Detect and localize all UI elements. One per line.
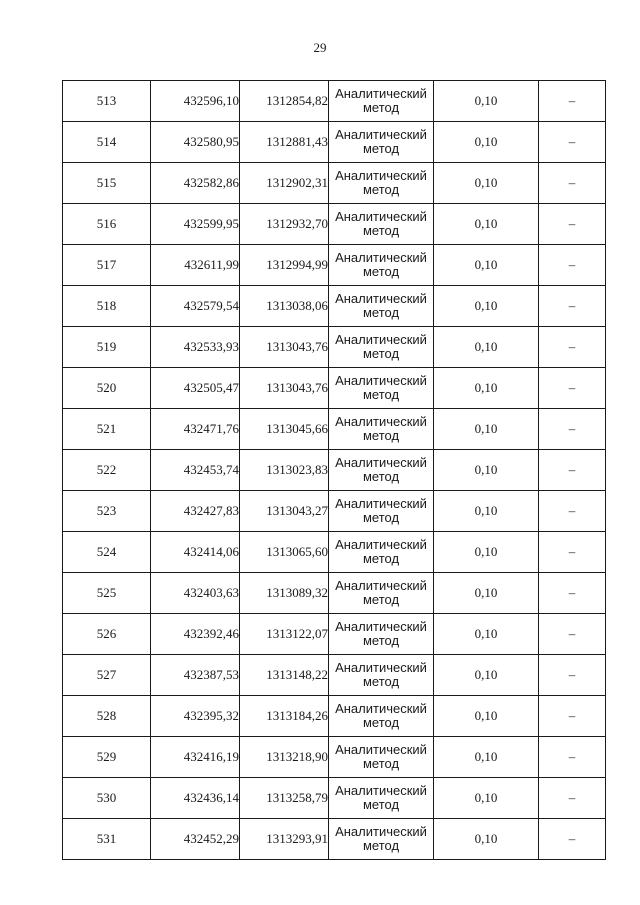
table-body bbox=[63, 81, 606, 860]
y-coordinate-cell: 1313184,26 bbox=[240, 696, 329, 737]
method-line-1: Аналитический bbox=[335, 250, 427, 265]
point-number-cell: 518 bbox=[63, 286, 151, 327]
table-row bbox=[63, 409, 606, 450]
method-line-1: Аналитический bbox=[335, 414, 427, 429]
method-cell bbox=[329, 450, 434, 491]
method-cell bbox=[329, 163, 434, 204]
y-coordinate-cell: 1313089,32 bbox=[240, 573, 329, 614]
y-coordinate-cell: 1313293,91 bbox=[240, 819, 329, 860]
x-coordinate-cell: 432452,29 bbox=[151, 819, 240, 860]
note-cell: – bbox=[539, 614, 606, 655]
point-number-cell: 528 bbox=[63, 696, 151, 737]
x-coordinate-cell: 432395,32 bbox=[151, 696, 240, 737]
accuracy-cell: 0,10 bbox=[434, 286, 539, 327]
method-cell bbox=[329, 655, 434, 696]
note-cell: – bbox=[539, 655, 606, 696]
method-line-1: Аналитический bbox=[335, 127, 427, 142]
y-coordinate-cell: 1312854,82 bbox=[240, 81, 329, 122]
method-line-2: метод bbox=[362, 633, 400, 648]
method-line-1: Аналитический bbox=[335, 537, 427, 552]
method-line-2: метод bbox=[362, 182, 400, 197]
method-cell bbox=[329, 696, 434, 737]
method-cell bbox=[329, 245, 434, 286]
table-row bbox=[63, 450, 606, 491]
table-row bbox=[63, 245, 606, 286]
table-row bbox=[63, 327, 606, 368]
method-line-2: метод bbox=[362, 346, 400, 361]
method-line-2: метод bbox=[362, 715, 400, 730]
method-cell bbox=[329, 81, 434, 122]
point-number-cell: 525 bbox=[63, 573, 151, 614]
point-number-cell: 517 bbox=[63, 245, 151, 286]
method-line-1: Аналитический bbox=[335, 660, 427, 675]
y-coordinate-cell: 1313043,27 bbox=[240, 491, 329, 532]
table-row bbox=[63, 81, 606, 122]
point-number-cell: 521 bbox=[63, 409, 151, 450]
note-cell: – bbox=[539, 81, 606, 122]
method-line-2: метод bbox=[362, 428, 400, 443]
note-cell: – bbox=[539, 204, 606, 245]
method-line-1: Аналитический bbox=[335, 373, 427, 388]
x-coordinate-cell: 432579,54 bbox=[151, 286, 240, 327]
x-coordinate-cell: 432453,74 bbox=[151, 450, 240, 491]
x-coordinate-cell: 432403,63 bbox=[151, 573, 240, 614]
accuracy-cell: 0,10 bbox=[434, 245, 539, 286]
method-line-2: метод bbox=[362, 674, 400, 689]
note-cell: – bbox=[539, 286, 606, 327]
method-line-2: метод bbox=[362, 141, 400, 156]
y-coordinate-cell: 1312902,31 bbox=[240, 163, 329, 204]
method-cell bbox=[329, 368, 434, 409]
note-cell: – bbox=[539, 532, 606, 573]
x-coordinate-cell: 432596,10 bbox=[151, 81, 240, 122]
note-cell: – bbox=[539, 450, 606, 491]
method-line-1: Аналитический bbox=[335, 742, 427, 757]
method-cell bbox=[329, 532, 434, 573]
x-coordinate-cell: 432387,53 bbox=[151, 655, 240, 696]
accuracy-cell: 0,10 bbox=[434, 532, 539, 573]
note-cell: – bbox=[539, 573, 606, 614]
method-cell bbox=[329, 286, 434, 327]
accuracy-cell: 0,10 bbox=[434, 819, 539, 860]
method-line-1: Аналитический bbox=[335, 496, 427, 511]
y-coordinate-cell: 1313258,79 bbox=[240, 778, 329, 819]
table-row bbox=[63, 163, 606, 204]
point-number-cell: 519 bbox=[63, 327, 151, 368]
accuracy-cell: 0,10 bbox=[434, 122, 539, 163]
coordinates-table bbox=[62, 80, 606, 860]
method-line-1: Аналитический bbox=[335, 209, 427, 224]
method-cell bbox=[329, 122, 434, 163]
y-coordinate-cell: 1313218,90 bbox=[240, 737, 329, 778]
method-line-1: Аналитический bbox=[335, 291, 427, 306]
x-coordinate-cell: 432582,86 bbox=[151, 163, 240, 204]
x-coordinate-cell: 432599,95 bbox=[151, 204, 240, 245]
x-coordinate-cell: 432611,99 bbox=[151, 245, 240, 286]
accuracy-cell: 0,10 bbox=[434, 204, 539, 245]
accuracy-cell: 0,10 bbox=[434, 573, 539, 614]
y-coordinate-cell: 1312881,43 bbox=[240, 122, 329, 163]
y-coordinate-cell: 1313148,22 bbox=[240, 655, 329, 696]
note-cell: – bbox=[539, 819, 606, 860]
y-coordinate-cell: 1312932,70 bbox=[240, 204, 329, 245]
point-number-cell: 529 bbox=[63, 737, 151, 778]
y-coordinate-cell: 1313023,83 bbox=[240, 450, 329, 491]
x-coordinate-cell: 432392,46 bbox=[151, 614, 240, 655]
point-number-cell: 514 bbox=[63, 122, 151, 163]
point-number-cell: 527 bbox=[63, 655, 151, 696]
accuracy-cell: 0,10 bbox=[434, 450, 539, 491]
method-line-1: Аналитический bbox=[335, 455, 427, 470]
method-cell bbox=[329, 204, 434, 245]
method-line-2: метод bbox=[362, 838, 400, 853]
method-line-2: метод bbox=[362, 797, 400, 812]
x-coordinate-cell: 432533,93 bbox=[151, 327, 240, 368]
method-line-1: Аналитический bbox=[335, 701, 427, 716]
note-cell: – bbox=[539, 327, 606, 368]
y-coordinate-cell: 1313045,66 bbox=[240, 409, 329, 450]
method-line-2: метод bbox=[362, 100, 400, 115]
y-coordinate-cell: 1313043,76 bbox=[240, 327, 329, 368]
method-line-2: метод bbox=[362, 510, 400, 525]
y-coordinate-cell: 1313043,76 bbox=[240, 368, 329, 409]
point-number-cell: 522 bbox=[63, 450, 151, 491]
accuracy-cell: 0,10 bbox=[434, 163, 539, 204]
method-line-1: Аналитический bbox=[335, 824, 427, 839]
table-row bbox=[63, 778, 606, 819]
table-row bbox=[63, 204, 606, 245]
accuracy-cell: 0,10 bbox=[434, 696, 539, 737]
table-row bbox=[63, 532, 606, 573]
method-line-1: Аналитический bbox=[335, 168, 427, 183]
table-row bbox=[63, 737, 606, 778]
method-cell bbox=[329, 327, 434, 368]
accuracy-cell: 0,10 bbox=[434, 81, 539, 122]
y-coordinate-cell: 1312994,99 bbox=[240, 245, 329, 286]
x-coordinate-cell: 432427,83 bbox=[151, 491, 240, 532]
note-cell: – bbox=[539, 409, 606, 450]
page-number: 29 bbox=[313, 40, 327, 55]
method-line-1: Аналитический bbox=[335, 86, 427, 101]
x-coordinate-cell: 432436,14 bbox=[151, 778, 240, 819]
method-line-1: Аналитический bbox=[335, 332, 427, 347]
point-number-cell: 530 bbox=[63, 778, 151, 819]
method-line-2: метод bbox=[362, 387, 400, 402]
table-row bbox=[63, 696, 606, 737]
method-line-1: Аналитический bbox=[335, 578, 427, 593]
accuracy-cell: 0,10 bbox=[434, 409, 539, 450]
accuracy-cell: 0,10 bbox=[434, 614, 539, 655]
point-number-cell: 526 bbox=[63, 614, 151, 655]
accuracy-cell: 0,10 bbox=[434, 737, 539, 778]
x-coordinate-cell: 432471,76 bbox=[151, 409, 240, 450]
x-coordinate-cell: 432505,47 bbox=[151, 368, 240, 409]
method-cell bbox=[329, 778, 434, 819]
note-cell: – bbox=[539, 368, 606, 409]
method-line-2: метод bbox=[362, 264, 400, 279]
note-cell: – bbox=[539, 778, 606, 819]
accuracy-cell: 0,10 bbox=[434, 368, 539, 409]
y-coordinate-cell: 1313038,06 bbox=[240, 286, 329, 327]
y-coordinate-cell: 1313122,07 bbox=[240, 614, 329, 655]
note-cell: – bbox=[539, 122, 606, 163]
note-cell: – bbox=[539, 737, 606, 778]
table-row bbox=[63, 368, 606, 409]
point-number-cell: 515 bbox=[63, 163, 151, 204]
point-number-cell: 524 bbox=[63, 532, 151, 573]
method-cell bbox=[329, 409, 434, 450]
note-cell: – bbox=[539, 163, 606, 204]
point-number-cell: 520 bbox=[63, 368, 151, 409]
table-row bbox=[63, 286, 606, 327]
method-line-1: Аналитический bbox=[335, 783, 427, 798]
method-cell bbox=[329, 614, 434, 655]
method-line-2: метод bbox=[362, 551, 400, 566]
accuracy-cell: 0,10 bbox=[434, 778, 539, 819]
point-number-cell: 513 bbox=[63, 81, 151, 122]
method-cell bbox=[329, 491, 434, 532]
y-coordinate-cell: 1313065,60 bbox=[240, 532, 329, 573]
method-line-2: метод bbox=[362, 469, 400, 484]
method-line-2: метод bbox=[362, 223, 400, 238]
table-row bbox=[63, 655, 606, 696]
note-cell: – bbox=[539, 491, 606, 532]
note-cell: – bbox=[539, 245, 606, 286]
accuracy-cell: 0,10 bbox=[434, 327, 539, 368]
method-line-2: метод bbox=[362, 592, 400, 607]
method-cell bbox=[329, 573, 434, 614]
point-number-cell: 516 bbox=[63, 204, 151, 245]
note-cell: – bbox=[539, 696, 606, 737]
x-coordinate-cell: 432416,19 bbox=[151, 737, 240, 778]
point-number-cell: 523 bbox=[63, 491, 151, 532]
x-coordinate-cell: 432580,95 bbox=[151, 122, 240, 163]
accuracy-cell: 0,10 bbox=[434, 655, 539, 696]
table-row bbox=[63, 819, 606, 860]
accuracy-cell: 0,10 bbox=[434, 491, 539, 532]
method-cell bbox=[329, 737, 434, 778]
table-row bbox=[63, 122, 606, 163]
table-row bbox=[63, 614, 606, 655]
table-row bbox=[63, 491, 606, 532]
x-coordinate-cell: 432414,06 bbox=[151, 532, 240, 573]
method-line-2: метод bbox=[362, 305, 400, 320]
method-line-1: Аналитический bbox=[335, 619, 427, 634]
method-cell bbox=[329, 819, 434, 860]
point-number-cell: 531 bbox=[63, 819, 151, 860]
table-row bbox=[63, 573, 606, 614]
method-line-2: метод bbox=[362, 756, 400, 771]
